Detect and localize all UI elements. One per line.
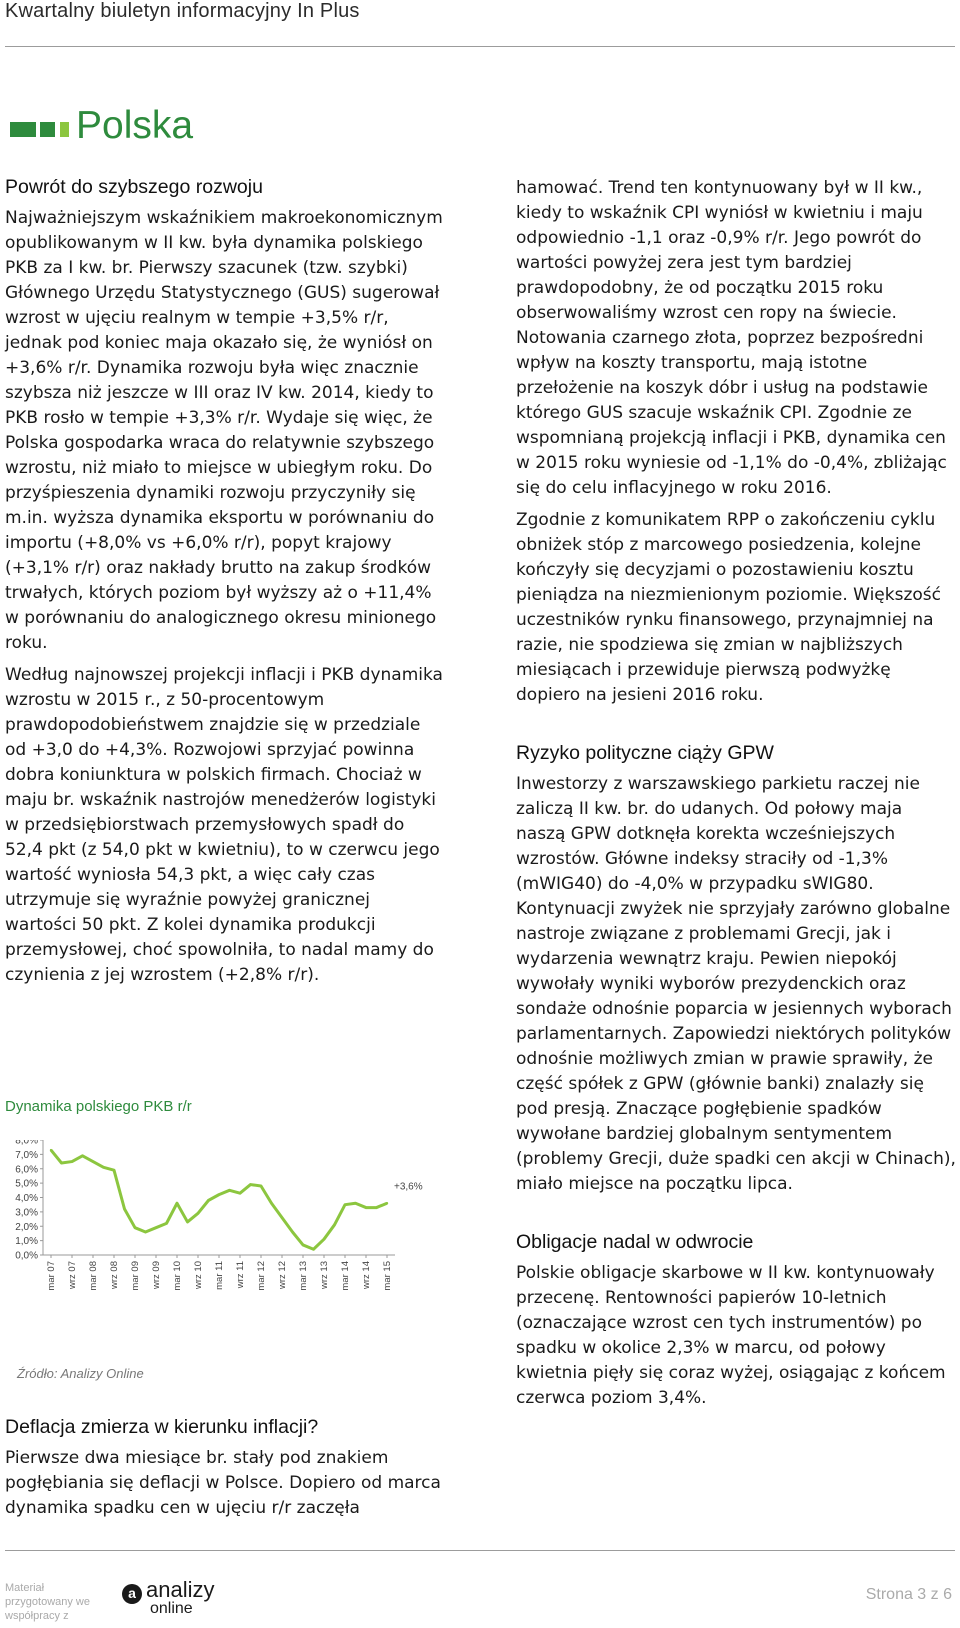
data-point — [312, 1248, 314, 1250]
article-heading: Obligacje nadal w odwrocie — [516, 1231, 754, 1253]
section-marker-square — [10, 122, 36, 137]
y-tick-label: 5,0% — [15, 1178, 38, 1190]
x-tick-label: wrz 14 — [361, 1261, 372, 1289]
data-point — [291, 1231, 293, 1233]
data-point — [386, 1202, 388, 1204]
y-tick-label: 3,0% — [15, 1207, 38, 1219]
data-point — [344, 1203, 346, 1205]
x-tick-label: mar 08 — [88, 1261, 99, 1291]
article-heading: Powrót do szybszego rozwoju — [5, 176, 263, 198]
x-tick-label: mar 09 — [130, 1261, 141, 1291]
data-point — [333, 1224, 335, 1226]
data-point — [218, 1193, 220, 1195]
data-point — [186, 1221, 188, 1223]
data-point — [228, 1189, 230, 1191]
paragraph: Według najnowszej projekcji inflacji i PKB dynamika wzrostu w 2015 r., z 50-procentowym prawdopodobieństwem znajdzie się w przedziale od +3,0 do +4,3%. Rozwojowi sprzyjać powinna dobra koniunktura w polskich firmach. Chociaż w maju br. wskaźnik nastrojów menedżerów logistyki w przedsiębiorstwach przemysłowych spadł do 52,4 pkt (z 54,0 pkt w kwietniu), to w czerwcu jego wartość wyniosła 54,3 pkt, a więc cały czas utrzymuje się wyraźnie powyżej granicznej wartości 50 pkt. Z kolei dynamika produkcji przemysłowej, choć spowolniła, to nadal mamy do czynienia z jej wzrostem (+2,8% r/r). — [5, 665, 443, 985]
section-marker-square — [60, 122, 69, 137]
paragraph: Inwestorzy z warszawskiego parkietu raczej nie zaliczą II kw. br. do udanych. Od połowy maja naszą GPW dotknęła korekta wcześniejszych wzrostów. Główne indeksy straciły od -1,3% (mWIG40) do -4,0% w przypadku sWIG80. Kontynuacji zwyżek nie sprzyjały zarówno globalne nastroje związane z problemami Grecji, jak i wydarzenia wewnątrz kraju. Pewien niepokój wywołały wyniki wyborów prezydenckich oraz sondaże odnośnie poparcia w jesiennych wyborach parlamentarnych. Zapowiedzi niektórych polityków odnośnie możliwych zmian w prawie sprawiły, że część spółek z GPW (głównie banki) znalazły się pod presją. Znaczące pogłębienie spadków wywołane bardziej globalnym sentymentem (problemy Grecji, duże spadki cen akcji w Chinach), miało miejsce na początku lipca. — [516, 774, 956, 1194]
x-tick-label: wrz 08 — [109, 1261, 120, 1289]
x-tick-label: mar 11 — [214, 1261, 225, 1290]
y-tick-label: 7,0% — [15, 1149, 38, 1161]
left-column — [5, 176, 445, 995]
data-point — [365, 1206, 367, 1208]
data-point — [113, 1169, 115, 1171]
data-point — [323, 1238, 325, 1240]
value-annotation: +3,6% — [394, 1181, 423, 1193]
paragraph: Zgodnie z komunikatem RPP o zakończeniu cyklu obniżek stóp z marcowego posiedzenia, kolejne kończyły się decyzjami o pozostawieniu kosztu pieniądza na niezmienionym poziomie. Większość uczestników rynku finansowego, przynajmniej na razie, nie spodziewa się zmian w najbliższych miesiącach i przewiduje pierwszą podwyżkę dopiero na jesieni 2016 roku. — [516, 510, 941, 705]
chart-source: Źródło: Analizy Online — [17, 1366, 144, 1381]
data-point — [260, 1185, 262, 1187]
x-tick-label: wrz 09 — [151, 1261, 162, 1289]
logo-text-line2: online — [150, 1600, 193, 1617]
data-point — [207, 1199, 209, 1201]
y-tick-label: 0,0% — [15, 1250, 38, 1262]
document-header-title: Kwartalny biuletyn informacyjny In Plus — [5, 0, 360, 22]
data-point — [354, 1202, 356, 1204]
analizy-online-logo — [122, 1578, 232, 1618]
paragraph: Pierwsze dwa miesiące br. stały pod znakiem pogłębiania się deflacji w Polsce. Dopiero od marca dynamika spadku cen w ujęciu r/r zaczęła — [5, 1448, 441, 1518]
header-divider — [5, 46, 955, 47]
x-tick-label: wrz 13 — [319, 1261, 330, 1289]
y-tick-label: 1,0% — [15, 1236, 38, 1248]
data-point — [239, 1192, 241, 1194]
paragraph: hamować. Trend ten kontynuowany był w II kw., kiedy to wskaźnik CPI wyniósł w kwietniu i maju odpowiednio -1,1 oraz -0,9% r/r. Jego powrót do wartości powyżej zera jest tym bardziej prawdopodobny, że od początku 2015 roku obserwowaliśmy wzrost cen ropy na świecie. Notowania czarnego złota, poprzez bezpośredni wpływ na koszty transportu, mają istotne przełożenie na koszyk dóbr i usług na podstawie którego GUS szacuje wskaźnik CPI. Zgodnie ze wspomnianą projekcją inflacji i PKB, dynamika cen w 2015 roku wyniesie od -1,1% do -0,4%, zbliżając się do celu inflacyjnego w roku 2016. — [516, 178, 947, 498]
footer-divider — [5, 1550, 955, 1551]
data-point — [102, 1166, 104, 1168]
data-point — [144, 1231, 146, 1233]
series-line — [51, 1150, 387, 1249]
logo-text-line1: analizy — [146, 1577, 215, 1602]
y-tick-label: 6,0% — [15, 1164, 38, 1176]
x-tick-label: mar 15 — [382, 1261, 393, 1291]
x-tick-label: wrz 11 — [235, 1261, 246, 1289]
gdp-chart — [5, 1140, 445, 1340]
x-tick-label: wrz 12 — [277, 1261, 288, 1289]
data-point — [176, 1202, 178, 1204]
data-point — [92, 1160, 94, 1162]
chart-svg — [5, 1140, 445, 1340]
data-point — [249, 1183, 251, 1185]
x-tick-label: wrz 10 — [193, 1261, 204, 1289]
data-point — [60, 1162, 62, 1164]
data-point — [281, 1216, 283, 1218]
footer-note: Materiał przygotowany we współpracy z — [5, 1582, 90, 1622]
data-point — [71, 1160, 73, 1162]
right-column — [516, 176, 956, 1418]
x-tick-label: wrz 07 — [67, 1261, 78, 1289]
data-point — [81, 1155, 83, 1157]
data-point — [375, 1206, 377, 1208]
section-title: Polska — [76, 104, 194, 147]
data-point — [197, 1212, 199, 1214]
article-heading: Deflacja zmierza w kierunku inflacji? — [5, 1416, 319, 1438]
section-marker-square — [40, 122, 55, 137]
article-heading: Ryzyko polityczne ciąży GPW — [516, 742, 774, 764]
left-column-bottom — [5, 1416, 445, 1528]
data-point — [270, 1202, 272, 1204]
x-tick-label: mar 07 — [46, 1261, 57, 1291]
y-tick-label: 4,0% — [15, 1193, 38, 1204]
x-tick-label: mar 13 — [298, 1261, 309, 1291]
data-point — [302, 1244, 304, 1246]
y-tick-label: 8,0% — [15, 1140, 38, 1147]
chart-title: Dynamika polskiego PKB r/r — [5, 1098, 192, 1115]
x-tick-label: mar 14 — [340, 1261, 351, 1291]
data-point — [155, 1226, 157, 1228]
x-tick-label: mar 12 — [256, 1261, 267, 1291]
data-point — [134, 1226, 136, 1228]
x-tick-label: mar 10 — [172, 1261, 183, 1291]
y-tick-label: 2,0% — [15, 1221, 38, 1233]
data-point — [50, 1149, 52, 1151]
data-point — [165, 1222, 167, 1224]
paragraph: Najważniejszym wskaźnikiem makroekonomicznym opublikowanym w II kw. była dynamika polskiego PKB za I kw. br. Pierwszy szacunek (tzw. szybki) Głównego Urzędu Statystycznego (GUS) sugerował wzrost w ujęciu realnym w tempie +3,5% r/r, jednak pod koniec maja okazało się, że wyniósł on +3,6% r/r. Dynamika rozwoju była więc znacznie szybsza niż jeszcze w III oraz IV kw. 2014, kiedy to PKB rosło w tempie +3,3% r/r. Wydaje się więc, że Polska gospodarka wraca do relatywnie szybszego wzrostu, niż miało to miejsce w ubiegłym roku. Do przyśpieszenia dynamiki rozwoju przyczyniły się m.in. wyższa dynamika eksportu w porównaniu do importu (+8,0% vs +6,0% r/r), popyt krajowy (+3,1% r/r) oraz nakłady brutto na zakup środków trwałych, których poziom był wyższy aż o +11,4% w porównaniu do analogicznego okresu minionego roku. — [5, 208, 443, 653]
paragraph: Polskie obligacje skarbowe w II kw. kontynuowały przecenę. Rentowności papierów 10-letnich (oznaczające wzrost cen tych instrumentów) po spadku w okolice 2,3% w marcu, od połowy kwietnia pięły się coraz wyżej, osiągając z końcem czerwca poziom 3,4%. — [516, 1263, 946, 1408]
page-number: Strona 3 z 6 — [865, 1586, 952, 1603]
logo-badge-icon: a — [122, 1584, 142, 1604]
data-point — [123, 1208, 125, 1210]
